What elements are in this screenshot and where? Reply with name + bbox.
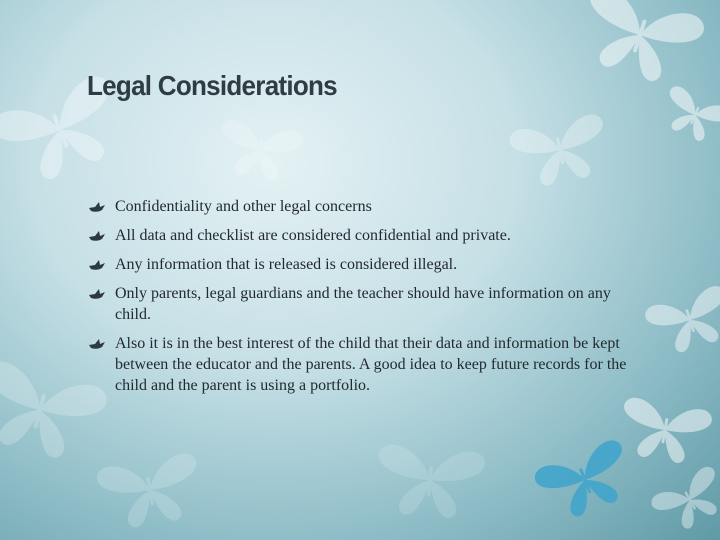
slide-title: Legal Considerations xyxy=(87,70,337,101)
bird-bullet-icon xyxy=(88,259,106,271)
bird-bullet-icon xyxy=(88,338,106,350)
bullet-item xyxy=(88,196,648,217)
bullet-text: Only parents, legal guardians and the teacher should have information on any child. xyxy=(115,285,611,323)
bird-bullet-icon xyxy=(88,288,106,300)
bullet-text: All data and checklist are considered confidential and private. xyxy=(115,227,511,244)
bullet-text: Confidentiality and other legal concerns xyxy=(115,198,372,215)
blue-butterfly-icon xyxy=(532,437,640,527)
bullet-list xyxy=(88,196,648,396)
bullet-item xyxy=(88,254,648,275)
bird-bullet-icon xyxy=(88,201,106,213)
bullet-text: Also it is in the best interest of the child that their data and information be kept between the educator and the parents. A good idea to keep future records for the child and the parent is using a portfolio. xyxy=(115,335,627,394)
bullet-text: Any information that is released is considered illegal. xyxy=(115,256,458,273)
bullet-item xyxy=(88,283,648,325)
bird-bullet-icon xyxy=(88,230,106,242)
bullet-item xyxy=(88,333,648,396)
bullet-item xyxy=(88,225,648,246)
